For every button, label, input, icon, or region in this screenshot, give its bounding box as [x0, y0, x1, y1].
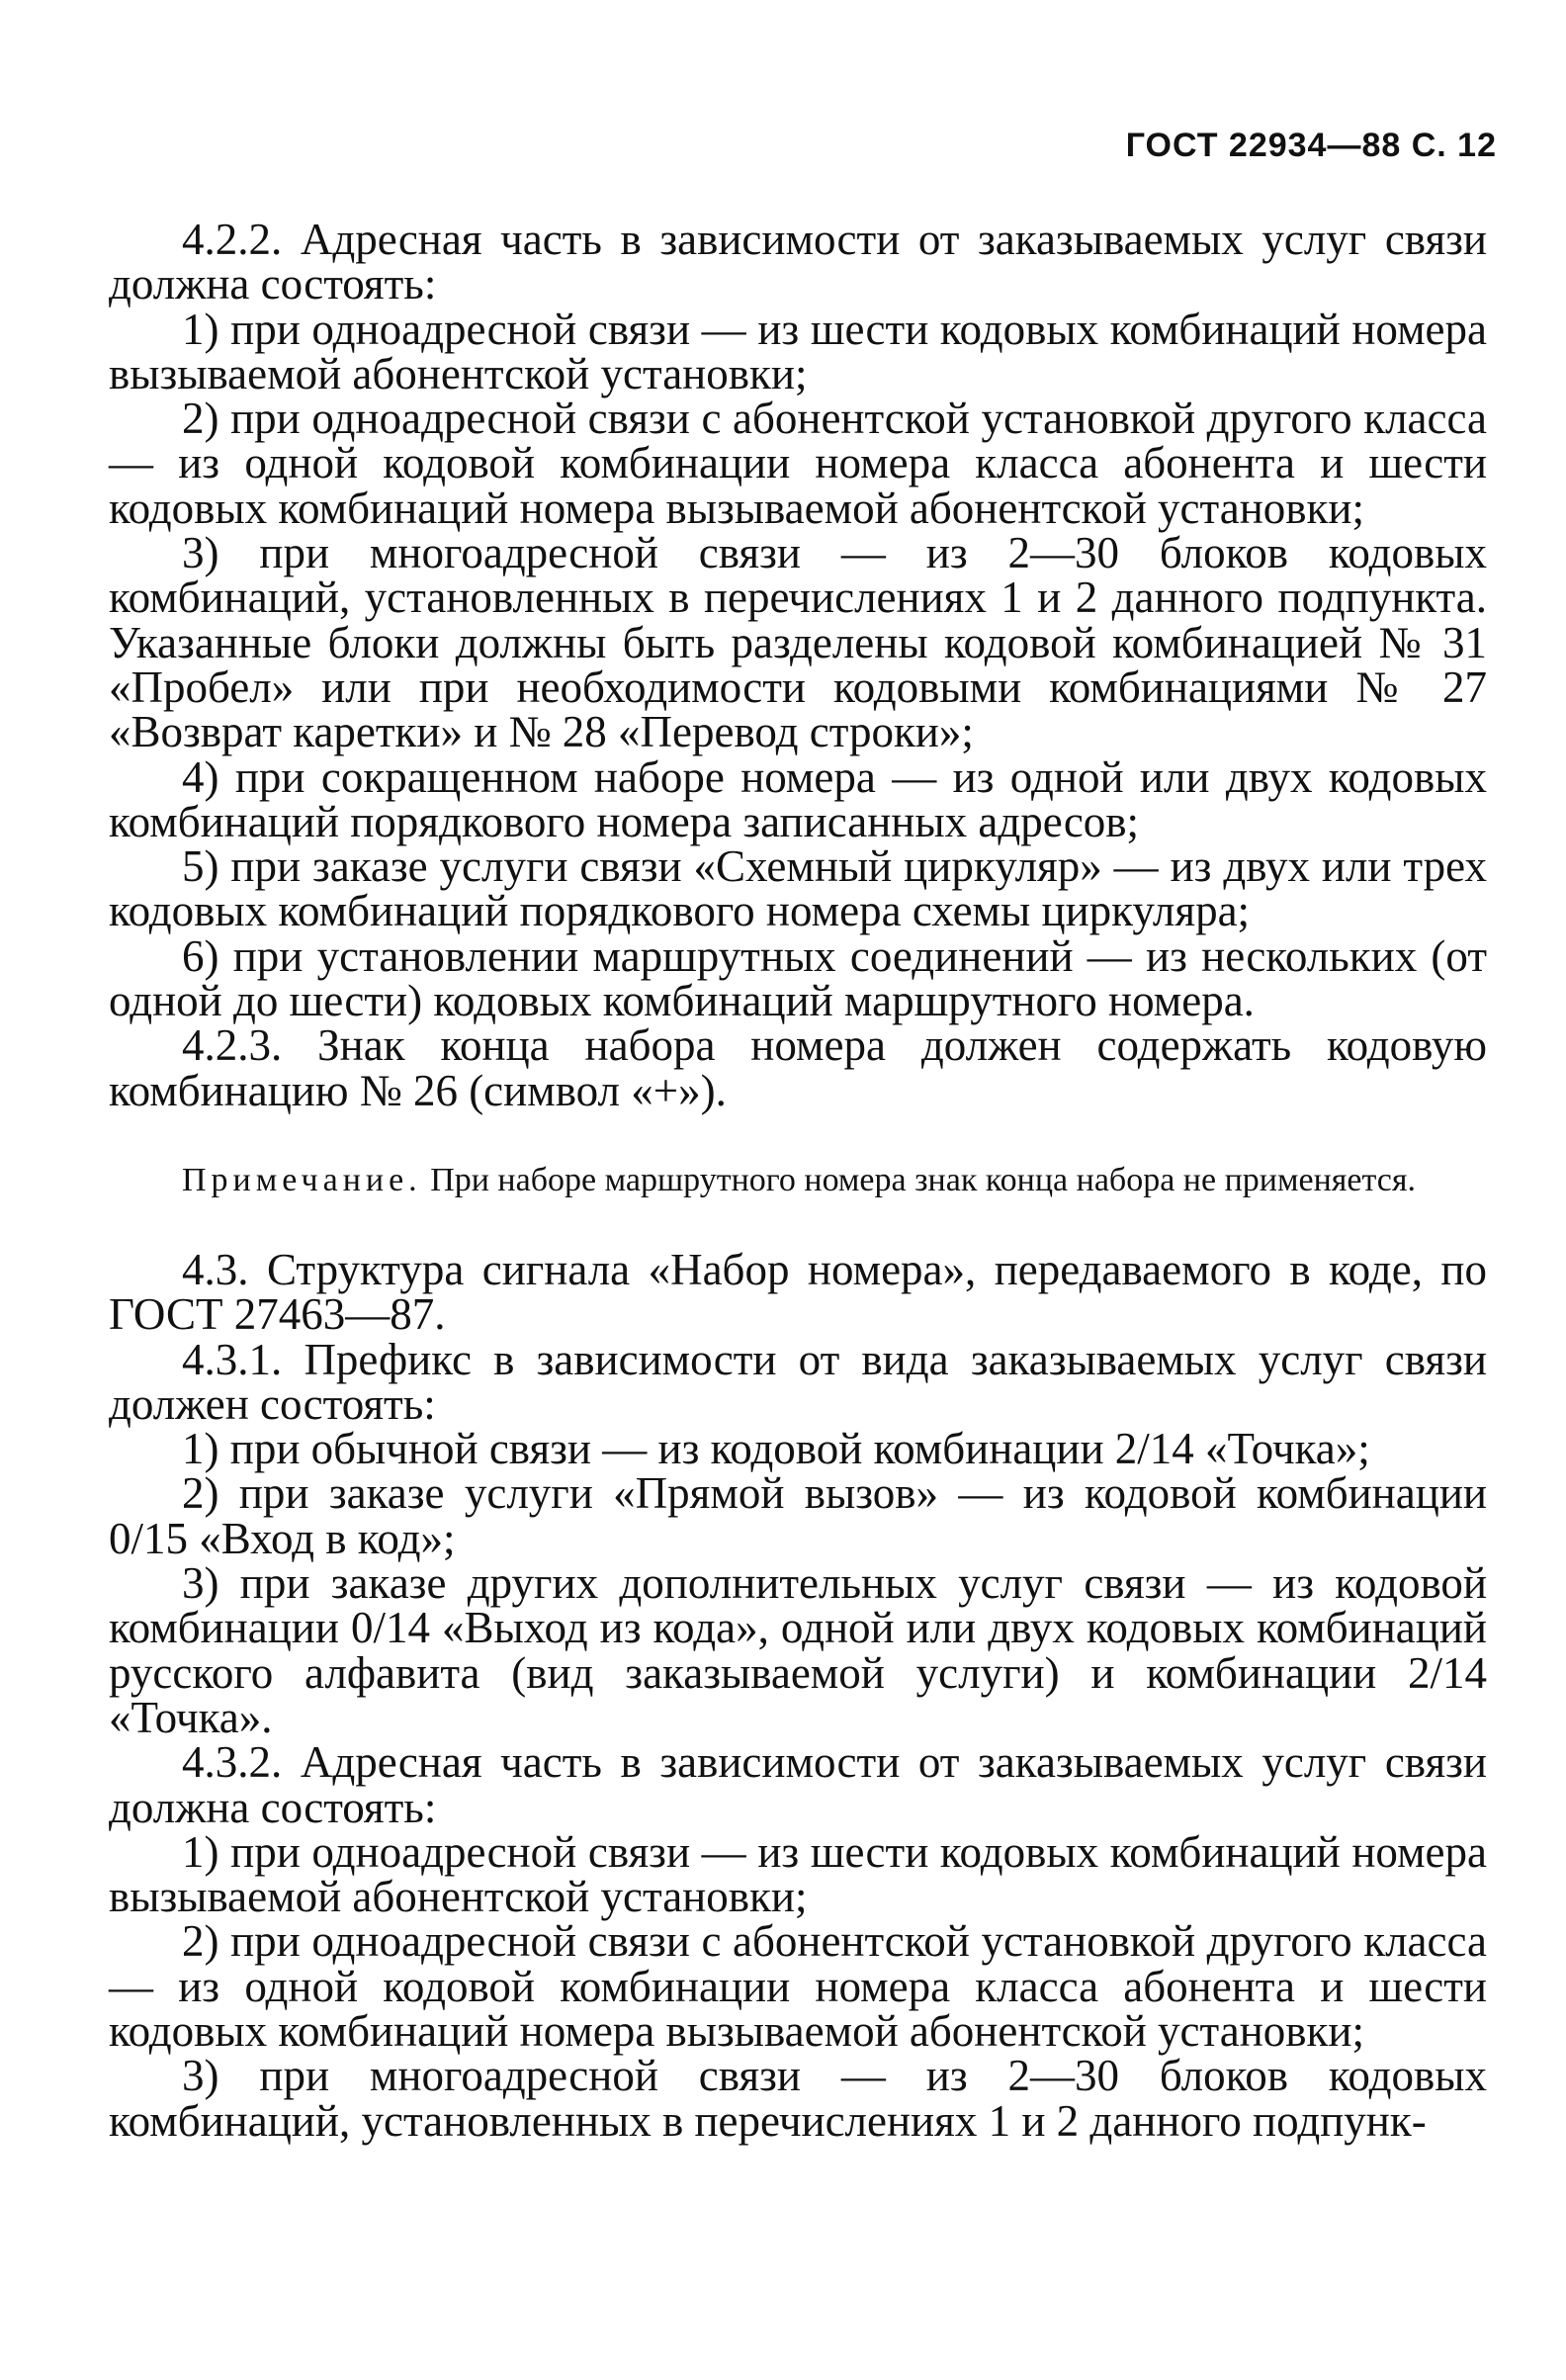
- paragraph: 4.3. Структура сигнала «Набор номера», передаваемого в коде, по ГОСТ 27463—87.: [109, 1244, 1487, 1340]
- paragraph: 3) при заказе других дополнительных услуг связи — из кодовой комбинации 0/14 «Выход из кода», одной или двух кодовых комбинаций русского алфавита (вид заказываемой услуги) и комбинации 2/14 «Точка».: [109, 1558, 1487, 1742]
- note-text: При наборе маршрутного номера знак конца набора не применяется.: [421, 1161, 1417, 1198]
- document-body: [109, 215, 1487, 2146]
- note: [109, 1159, 1487, 1202]
- paragraph: 4.2.3. Знак конца набора номера должен содержать кодовую комбинацию № 26 (символ «+»).: [109, 1020, 1487, 1115]
- paragraph: 1) при одноадресной связи — из шести кодовых комбинаций номера вызываемой абонентской установки;: [109, 304, 1487, 398]
- paragraph: 5) при заказе услуги связи «Схемный циркуляр» — из двух или трех кодовых комбинаций порядкового номера схемы циркуляра;: [109, 841, 1487, 936]
- paragraph: 3) при многоадресной связи — из 2—30 блоков кодовых комбинаций, установленных в перечислениях 1 и 2 данного подпункта. Указанные блоки должны быть разделены кодовой комбинацией № 31 «Пробел» или при необходимости кодовыми комбинациями № 27 «Возврат каретки» и № 28 «Перевод строки»;: [109, 528, 1487, 757]
- paragraph: 4.3.2. Адресная часть в зависимости от заказываемых услуг связи должна состоять:: [109, 1737, 1487, 1832]
- note-label: Примечание.: [182, 1161, 422, 1198]
- page-header: ГОСТ 22934—88 С. 12: [1125, 127, 1497, 164]
- paragraph: 2) при заказе услуги «Прямой вызов» — из кодовой комбинации 0/15 «Вход в код»;: [109, 1468, 1487, 1563]
- paragraph: 1) при одноадресной связи — из шести кодовых комбинаций номера вызываемой абонентской установки;: [109, 1826, 1487, 1922]
- paragraph: 4) при сокращенном наборе номера — из одной или двух кодовых комбинаций порядкового номера записанных адресов;: [109, 751, 1487, 846]
- paragraph: 4.2.2. Адресная часть в зависимости от заказываемых услуг связи должна состоять:: [109, 215, 1487, 309]
- paragraph: 4.3.1. Префикс в зависимости от вида заказываемых услуг связи должен состоять:: [109, 1334, 1487, 1429]
- paragraph: 2) при одноадресной связи с абонентской установкой другого класса — из одной кодовой комбинации номера класса абонента и шести кодовых комбинаций номера вызываемой абонентской установки;: [109, 1916, 1487, 2056]
- paragraph: 2) при одноадресной связи с абонентской установкой другого класса — из одной кодовой комбинации номера класса абонента и шести кодовых комбинаций номера вызываемой абонентской установки;: [109, 394, 1487, 533]
- paragraph: 1) при обычной связи — из кодовой комбинации 2/14 «Точка»;: [182, 1424, 1370, 1474]
- paragraph: 3) при многоадресной связи — из 2—30 блоков кодовых комбинаций, установленных в перечислениях 1 и 2 данного подпунк-: [109, 2051, 1487, 2146]
- paragraph: 6) при установлении маршрутных соединений — из нескольких (от одной до шести) кодовых комбинаций маршрутного номера.: [109, 930, 1487, 1026]
